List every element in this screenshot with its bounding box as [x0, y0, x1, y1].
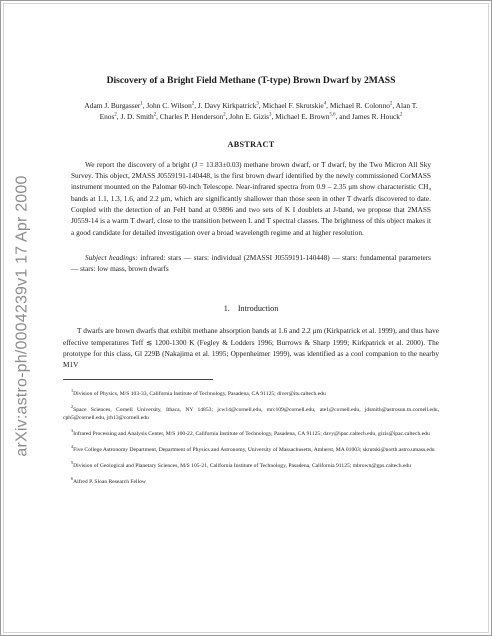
author-affiliation-mark: 4 [323, 101, 327, 107]
author-affiliation-mark: 2 [191, 101, 195, 107]
footnote-text: Five College Astronomy Department, Department of Physics and Astronomy, University of Massachusetts, Amherst, MA 01003; skrutski@north.astro.umass.edu [73, 446, 435, 453]
subject-headings [71, 252, 431, 275]
author-affiliation-mark: 2 [223, 112, 226, 118]
author [120, 112, 156, 121]
footnote-mark: 2 [71, 403, 74, 409]
paper-page [63, 75, 439, 492]
author [198, 101, 259, 110]
footnote-mark: 5 [71, 459, 74, 465]
author [229, 112, 271, 121]
author-list: Adam J. Burgasser$^1$, John C. Wilson$^2$, J. Davy Kirkpatrick$^3$, Michael F. Skrutskie$^4$, Michael R. Colonno$^2$, Alan T. Enos$^2$, J. D. Smith$^2$, Charles P. Henderson$^2$, John E. Gizis$^3$, Michael E. Brown$^{5,6}$, and James R. Houck$^2$ [84, 100, 418, 121]
footnote-text: Space Sciences, Cornell University, Ithaca, NY 14853; jcw14@cornell.edu, mrc109@cornell.edu, ate1@cornell.edu, jdsmith@astrosun.tn.cornell.edu, cph5@cornell.edu, jrh13@cornell.edu [63, 406, 439, 421]
footnote-text: Infrared Processing and Analysis Center, M/S 100-22, California Institute of Technology, Pasadena, CA 91125; davy@ipac.caltech.edu, gizis@ipac.caltech.edu [73, 430, 430, 437]
footnote-text: Division of Physics, M/S 103-33, California Institute of Technology, Pasadena, CA 91125; diver@its.caltech.edu [73, 390, 326, 397]
author-affiliation-mark: 2 [389, 101, 393, 107]
subject-headings-text: infrared: stars — stars: individual (2MASSI J0559191-140448) — stars: fundamental parameters — stars: low mass, brown dwarfs [71, 252, 431, 274]
author-affiliation-mark: 2 [153, 112, 157, 118]
footnote-mark: 3 [71, 427, 74, 433]
footnote-mark: 4 [71, 443, 74, 449]
arxiv-stamp-text: arXiv:astro-ph/0004239v1 17 Apr 2000 [14, 175, 32, 457]
section-heading-text: Introduction [237, 304, 279, 314]
author-name: Alan T. Enos [99, 100, 418, 121]
author-affiliation-mark: 3 [269, 112, 272, 118]
footnote-mark: 6 [71, 475, 74, 481]
author-name: J. D. Smith [120, 111, 154, 121]
author-affiliation-mark: 3 [256, 101, 259, 107]
introduction-paragraph: T dwarfs are brown dwarfs that exhibit methane absorption bands at 1.6 and 2.2 μm (Kirkpatrick et al. 1999), and thus have effective temperatures Teff ≲ 1200-1300 K (Fegley & Lodders 1996; Burrows & Sharp 1999; Kirkpatrick et al. 2000). The prototype for this class, Gl 229B (Nakajima et al. 1995; Oppenheimer 1999), was identified as a cool companion to the nearby M1V [63, 326, 439, 370]
footnote [63, 476, 439, 486]
author [263, 101, 327, 110]
footnote [63, 460, 439, 470]
author [330, 101, 393, 110]
abstract-heading: ABSTRACT [227, 139, 275, 149]
author-affiliation-mark: 2 [400, 112, 403, 118]
author-name: James R. Houck [351, 111, 400, 121]
footnote-text: Division of Geological and Planetary Sciences, M/S 105-21, California Institute of Technology, Pasadena, California 91125; mbrown@gps.caltech.edu [73, 462, 412, 469]
author-affiliation-mark: 1 [140, 101, 143, 107]
author [160, 112, 226, 121]
subject-headings-label: Subject headings: [85, 252, 138, 262]
author-name: J. Davy Kirkpatrick [197, 100, 257, 110]
footnote [63, 444, 439, 454]
author-name: Michael E. Brown [275, 111, 330, 121]
arxiv-stamp [9, 151, 37, 481]
section-heading-introduction [63, 304, 439, 313]
footnote [63, 428, 439, 438]
author-name: Charles P. Henderson [159, 111, 224, 121]
section-number: 1. [223, 304, 230, 314]
author-affiliation-mark: 2 [114, 112, 117, 118]
author [84, 101, 142, 110]
footnote-list [63, 388, 439, 486]
abstract-text: We report the discovery of a bright (J = 13.83±0.03) methane brown dwarf, or T dwarf, by the Two Micron All Sky Survey. This object, 2MASS J0559191-140448, is the first brown dwarf identified by the newly commissioned CorMASS instrument mounted on the Palomar 60-inch Telescope. Near-infrared spectra from 0.9 – 2.35 μm show characteristic CH₄ bands at 1.1, 1.3, 1.6, and 2.2 μm, which are significantly shallower than those seen in other T dwarfs discovered to date. Coupled with the detection of an FeH band at 0.9896 and two sets of K I doublets at J-band, we propose that 2MASS J0559-14 is a warm T dwarf, close to the transition between L and T spectral classes. The brightness of this object makes it a good candidate for detailed investigation over a broad wavelength regime and at higher resolution. [71, 159, 431, 237]
footnote [63, 388, 439, 398]
footnote-text: Alfred P. Sloan Research Fellow [73, 478, 146, 485]
author [146, 101, 194, 110]
author-name: Michael F. Skrutskie [262, 100, 324, 110]
author [275, 112, 335, 121]
author-name: Michael R. Colonno [329, 100, 390, 110]
author-name: John E. Gizis [229, 111, 270, 121]
footnote-rule [63, 379, 213, 380]
author-affiliation-mark: 5,6 [329, 112, 336, 118]
footnote [63, 404, 439, 422]
paper-title: Discovery of a Bright Field Methane (T-type) Brown Dwarf by 2MASS [106, 75, 396, 86]
author-name: John C. Wilson [146, 100, 192, 110]
author-name: Adam J. Burgasser [84, 100, 141, 110]
footnote-mark: 1 [71, 387, 74, 393]
author [352, 112, 403, 121]
